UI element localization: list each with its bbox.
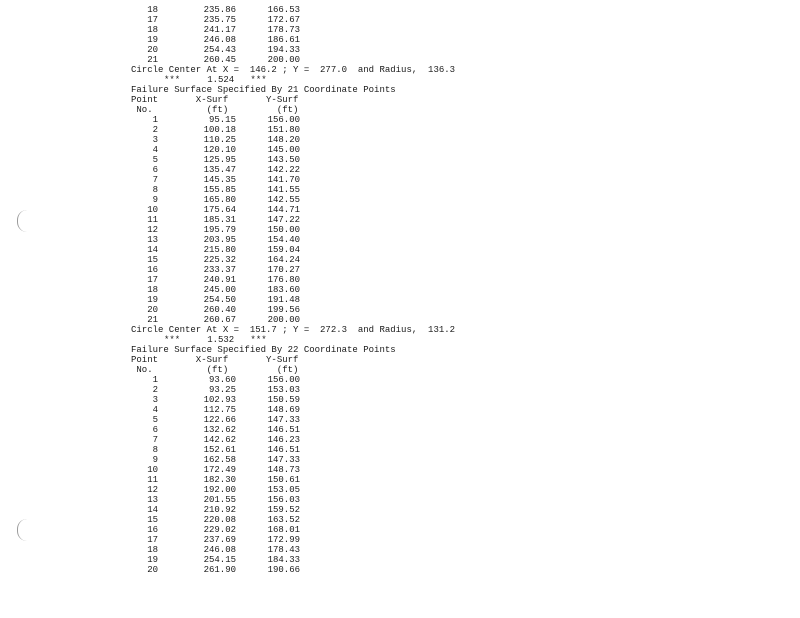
point-number: 5 (152, 155, 158, 165)
x-surf-value: 192.00 (203, 485, 236, 495)
table-row (0, 435, 800, 445)
point-number: 6 (152, 425, 158, 435)
y-surf-value: 141.70 (267, 175, 300, 185)
point-number: 13 (147, 235, 158, 245)
x-surf-value: 229.02 (203, 525, 236, 535)
point-number: 16 (147, 265, 158, 275)
x-surf-value: 254.15 (203, 555, 236, 565)
y-surf-value: 186.61 (267, 35, 300, 45)
y-surf-value: 200.00 (267, 55, 300, 65)
x-surf-value: 132.62 (203, 425, 236, 435)
table-row (0, 15, 800, 25)
point-number: 19 (147, 35, 158, 45)
y-surf-value: 153.05 (267, 485, 300, 495)
table-row (0, 395, 800, 405)
x-surf-value: 254.43 (203, 45, 236, 55)
table-row (0, 165, 800, 175)
table-row (0, 255, 800, 265)
table-row (0, 525, 800, 535)
point-number: 18 (147, 545, 158, 555)
table-row (0, 425, 800, 435)
y-surf-value: 148.20 (267, 135, 300, 145)
table-row (0, 265, 800, 275)
x-surf-value: 110.25 (203, 135, 236, 145)
x-surf-value: 225.32 (203, 255, 236, 265)
x-surf-value: 120.10 (203, 145, 236, 155)
table-row (0, 185, 800, 195)
y-surf-value: 191.48 (267, 295, 300, 305)
x-surf-value: 182.30 (203, 475, 236, 485)
x-surf-value: 100.18 (203, 125, 236, 135)
y-surf-value: 178.43 (267, 545, 300, 555)
y-surf-value: 148.69 (267, 405, 300, 415)
point-number: 19 (147, 555, 158, 565)
column-header-text: Point X-Surf Y-Surf (131, 355, 299, 365)
x-surf-value: 246.08 (203, 545, 236, 555)
y-surf-value: 142.55 (267, 195, 300, 205)
point-number: 9 (152, 195, 158, 205)
point-number: 17 (147, 275, 158, 285)
y-surf-value: 145.00 (267, 145, 300, 155)
table-row (0, 45, 800, 55)
table-row (0, 195, 800, 205)
y-surf-value: 150.59 (267, 395, 300, 405)
y-surf-value: 143.50 (267, 155, 300, 165)
x-surf-value: 240.91 (203, 275, 236, 285)
x-surf-value: 175.64 (203, 205, 236, 215)
y-surf-value: 172.99 (267, 535, 300, 545)
point-number: 12 (147, 485, 158, 495)
table-row (0, 205, 800, 215)
x-surf-value: 195.79 (203, 225, 236, 235)
y-surf-value: 156.03 (267, 495, 300, 505)
point-number: 18 (147, 5, 158, 15)
x-surf-value: 93.60 (208, 375, 236, 385)
x-surf-value: 210.92 (203, 505, 236, 515)
table-row (0, 445, 800, 455)
factor-of-safety-line-text: *** 1.524 *** (164, 75, 267, 85)
y-surf-value: 153.03 (267, 385, 300, 395)
point-number: 10 (147, 205, 158, 215)
point-number: 1 (152, 375, 158, 385)
table-row (0, 305, 800, 315)
y-surf-value: 168.01 (267, 525, 300, 535)
table-row (0, 145, 800, 155)
x-surf-value: 93.25 (208, 385, 236, 395)
point-number: 21 (147, 315, 158, 325)
point-number: 4 (152, 145, 158, 155)
table-row (0, 235, 800, 245)
table-row (0, 535, 800, 545)
table-row (0, 135, 800, 145)
point-number: 18 (147, 25, 158, 35)
x-surf-value: 246.08 (203, 35, 236, 45)
x-surf-value: 95.15 (208, 115, 236, 125)
y-surf-value: 156.00 (267, 375, 300, 385)
x-surf-value: 162.58 (203, 455, 236, 465)
point-number: 14 (147, 245, 158, 255)
failure-surface-header-text: Failure Surface Specified By 22 Coordinate Points (131, 345, 396, 355)
table-row (0, 385, 800, 395)
table-row (0, 55, 800, 65)
table-row (0, 505, 800, 515)
x-surf-value: 122.66 (203, 415, 236, 425)
table-row (0, 125, 800, 135)
y-surf-value: 170.27 (267, 265, 300, 275)
point-number: 9 (152, 455, 158, 465)
x-surf-value: 235.75 (203, 15, 236, 25)
x-surf-value: 135.47 (203, 165, 236, 175)
table-row (0, 5, 800, 15)
point-number: 18 (147, 285, 158, 295)
table-row (0, 455, 800, 465)
table-row (0, 545, 800, 555)
x-surf-value: 235.86 (203, 5, 236, 15)
x-surf-value: 254.50 (203, 295, 236, 305)
x-surf-value: 260.67 (203, 315, 236, 325)
point-number: 13 (147, 495, 158, 505)
table-row (0, 495, 800, 505)
point-number: 14 (147, 505, 158, 515)
x-surf-value: 203.95 (203, 235, 236, 245)
circle-center-line-text: Circle Center At X = 146.2 ; Y = 277.0 and Radius, 136.3 (131, 65, 456, 75)
table-row (0, 315, 800, 325)
x-surf-value: 112.75 (203, 405, 236, 415)
x-surf-value: 241.17 (203, 25, 236, 35)
y-surf-value: 176.80 (267, 275, 300, 285)
point-number: 8 (152, 445, 158, 455)
circle-center-line (0, 65, 800, 75)
y-surf-value: 151.80 (267, 125, 300, 135)
point-number: 7 (152, 175, 158, 185)
table-row (0, 115, 800, 125)
table-row (0, 295, 800, 305)
y-surf-value: 159.04 (267, 245, 300, 255)
y-surf-value: 184.33 (267, 555, 300, 565)
table-row (0, 25, 800, 35)
column-header-text: Point X-Surf Y-Surf (131, 95, 299, 105)
x-surf-value: 260.45 (203, 55, 236, 65)
table-row (0, 415, 800, 425)
y-surf-value: 146.51 (267, 425, 300, 435)
column-header (0, 95, 800, 105)
point-number: 16 (147, 525, 158, 535)
x-surf-value: 125.95 (203, 155, 236, 165)
table-row (0, 515, 800, 525)
y-surf-value: 147.33 (267, 415, 300, 425)
x-surf-value: 165.80 (203, 195, 236, 205)
point-number: 6 (152, 165, 158, 175)
column-units-text: No. (ft) (ft) (131, 365, 299, 375)
x-surf-value: 172.49 (203, 465, 236, 475)
y-surf-value: 199.56 (267, 305, 300, 315)
point-number: 3 (152, 135, 158, 145)
circle-center-line (0, 325, 800, 335)
factor-of-safety-line (0, 335, 800, 345)
y-surf-value: 146.23 (267, 435, 300, 445)
y-surf-value: 178.73 (267, 25, 300, 35)
y-surf-value: 141.55 (267, 185, 300, 195)
x-surf-value: 201.55 (203, 495, 236, 505)
table-row (0, 475, 800, 485)
failure-surface-header-text: Failure Surface Specified By 21 Coordinate Points (131, 85, 396, 95)
y-surf-value: 150.61 (267, 475, 300, 485)
table-row (0, 565, 800, 575)
x-surf-value: 215.80 (203, 245, 236, 255)
y-surf-value: 183.60 (267, 285, 300, 295)
point-number: 12 (147, 225, 158, 235)
point-number: 8 (152, 185, 158, 195)
table-row (0, 155, 800, 165)
table-row (0, 225, 800, 235)
x-surf-value: 220.08 (203, 515, 236, 525)
table-row (0, 555, 800, 565)
table-row (0, 465, 800, 475)
point-number: 19 (147, 295, 158, 305)
point-number: 10 (147, 465, 158, 475)
y-surf-value: 142.22 (267, 165, 300, 175)
table-row (0, 35, 800, 45)
y-surf-value: 154.40 (267, 235, 300, 245)
y-surf-value: 159.52 (267, 505, 300, 515)
table-row (0, 285, 800, 295)
y-surf-value: 156.00 (267, 115, 300, 125)
point-number: 5 (152, 415, 158, 425)
x-surf-value: 152.61 (203, 445, 236, 455)
point-number: 17 (147, 535, 158, 545)
y-surf-value: 148.73 (267, 465, 300, 475)
x-surf-value: 102.93 (203, 395, 236, 405)
point-number: 15 (147, 515, 158, 525)
column-units-text: No. (ft) (ft) (131, 105, 299, 115)
point-number: 20 (147, 45, 158, 55)
point-number: 11 (147, 215, 158, 225)
table-row (0, 175, 800, 185)
y-surf-value: 146.51 (267, 445, 300, 455)
point-number: 20 (147, 565, 158, 575)
point-number: 7 (152, 435, 158, 445)
factor-of-safety-line-text: *** 1.532 *** (164, 335, 267, 345)
x-surf-value: 233.37 (203, 265, 236, 275)
y-surf-value: 163.52 (267, 515, 300, 525)
point-number: 2 (152, 125, 158, 135)
table-row (0, 245, 800, 255)
point-number: 4 (152, 405, 158, 415)
x-surf-value: 145.35 (203, 175, 236, 185)
x-surf-value: 261.90 (203, 565, 236, 575)
table-row (0, 215, 800, 225)
point-number: 21 (147, 55, 158, 65)
y-surf-value: 190.66 (267, 565, 300, 575)
failure-surface-header (0, 345, 800, 355)
y-surf-value: 147.33 (267, 455, 300, 465)
y-surf-value: 147.22 (267, 215, 300, 225)
point-number: 15 (147, 255, 158, 265)
point-number: 11 (147, 475, 158, 485)
point-number: 3 (152, 395, 158, 405)
point-number: 2 (152, 385, 158, 395)
circle-center-line-text: Circle Center At X = 151.7 ; Y = 272.3 and Radius, 131.2 (131, 325, 456, 335)
table-row (0, 405, 800, 415)
table-row (0, 375, 800, 385)
failure-surface-header (0, 85, 800, 95)
y-surf-value: 150.00 (267, 225, 300, 235)
table-row (0, 275, 800, 285)
y-surf-value: 164.24 (267, 255, 300, 265)
x-surf-value: 260.40 (203, 305, 236, 315)
x-surf-value: 245.00 (203, 285, 236, 295)
x-surf-value: 155.85 (203, 185, 236, 195)
point-number: 1 (152, 115, 158, 125)
x-surf-value: 237.69 (203, 535, 236, 545)
y-surf-value: 172.67 (267, 15, 300, 25)
x-surf-value: 185.31 (203, 215, 236, 225)
column-units (0, 105, 800, 115)
y-surf-value: 166.53 (267, 5, 300, 15)
point-number: 20 (147, 305, 158, 315)
point-number: 17 (147, 15, 158, 25)
y-surf-value: 144.71 (267, 205, 300, 215)
factor-of-safety-line (0, 75, 800, 85)
y-surf-value: 194.33 (267, 45, 300, 55)
column-header (0, 355, 800, 365)
x-surf-value: 142.62 (203, 435, 236, 445)
y-surf-value: 200.00 (267, 315, 300, 325)
table-row (0, 485, 800, 495)
column-units (0, 365, 800, 375)
